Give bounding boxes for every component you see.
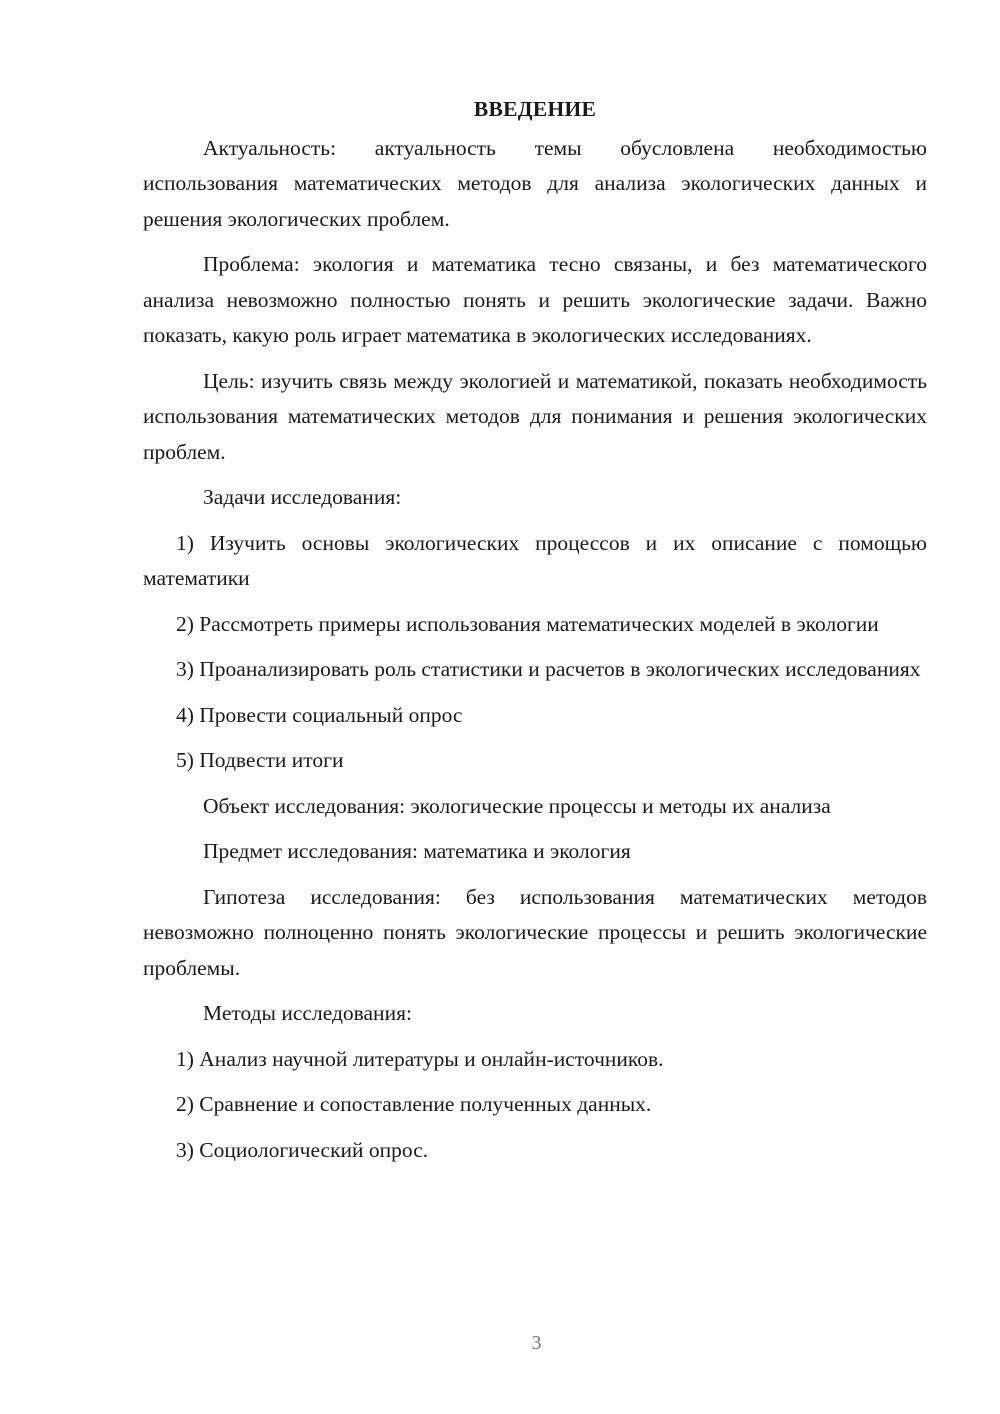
task-item: 5) Подвести итоги <box>176 748 344 772</box>
object-paragraph: Объект исследования: экологические процессы и методы их анализа <box>203 793 831 818</box>
tasks-title: Задачи исследования: <box>203 485 402 509</box>
page-number: 3 <box>531 1332 542 1354</box>
task-item: 3) Проанализировать роль статистики и расчетов в экологических исследованиях <box>176 657 921 681</box>
method-item: 2) Сравнение и сопоставление полученных данных. <box>176 1092 652 1116</box>
goal-paragraph: Цель: изучить связь между экологией и математикой, показать необходимость использования математических методов для понимания и решения экологических проблем. <box>143 368 927 464</box>
task-item: 4) Провести социальный опрос <box>176 702 463 727</box>
hypothesis-paragraph: Гипотеза исследования: без использования математических методов невозможно полноценно понять экологические процессы и решить экологические проблемы. <box>143 884 927 980</box>
task-item: 2) Рассмотреть примеры использования математических моделей в экологии <box>176 611 879 636</box>
task-item: 1) Изучить основы экологических процессов и их описание с помощью математики <box>143 530 927 590</box>
page-content <box>143 92 927 1178</box>
problem-paragraph: Проблема: экология и математика тесно связаны, и без математического анализа невозможно полностью понять и решить экологические задачи. Важно показать, какую роль играет математика в экологических исследованиях. <box>143 252 927 347</box>
method-item: 1) Анализ научной литературы и онлайн-источников. <box>176 1046 664 1071</box>
relevance-paragraph: Актуальность: актуальность темы обусловлена необходимостью использования математических методов для анализа экологических данных и решения экологических проблем. <box>143 135 927 231</box>
method-item: 3) Социологический опрос. <box>176 1137 429 1162</box>
subject-paragraph: Предмет исследования: математика и экология <box>203 839 631 863</box>
methods-title: Методы исследования: <box>203 1001 412 1025</box>
section-heading: ВВЕДЕНИЕ <box>473 97 597 121</box>
